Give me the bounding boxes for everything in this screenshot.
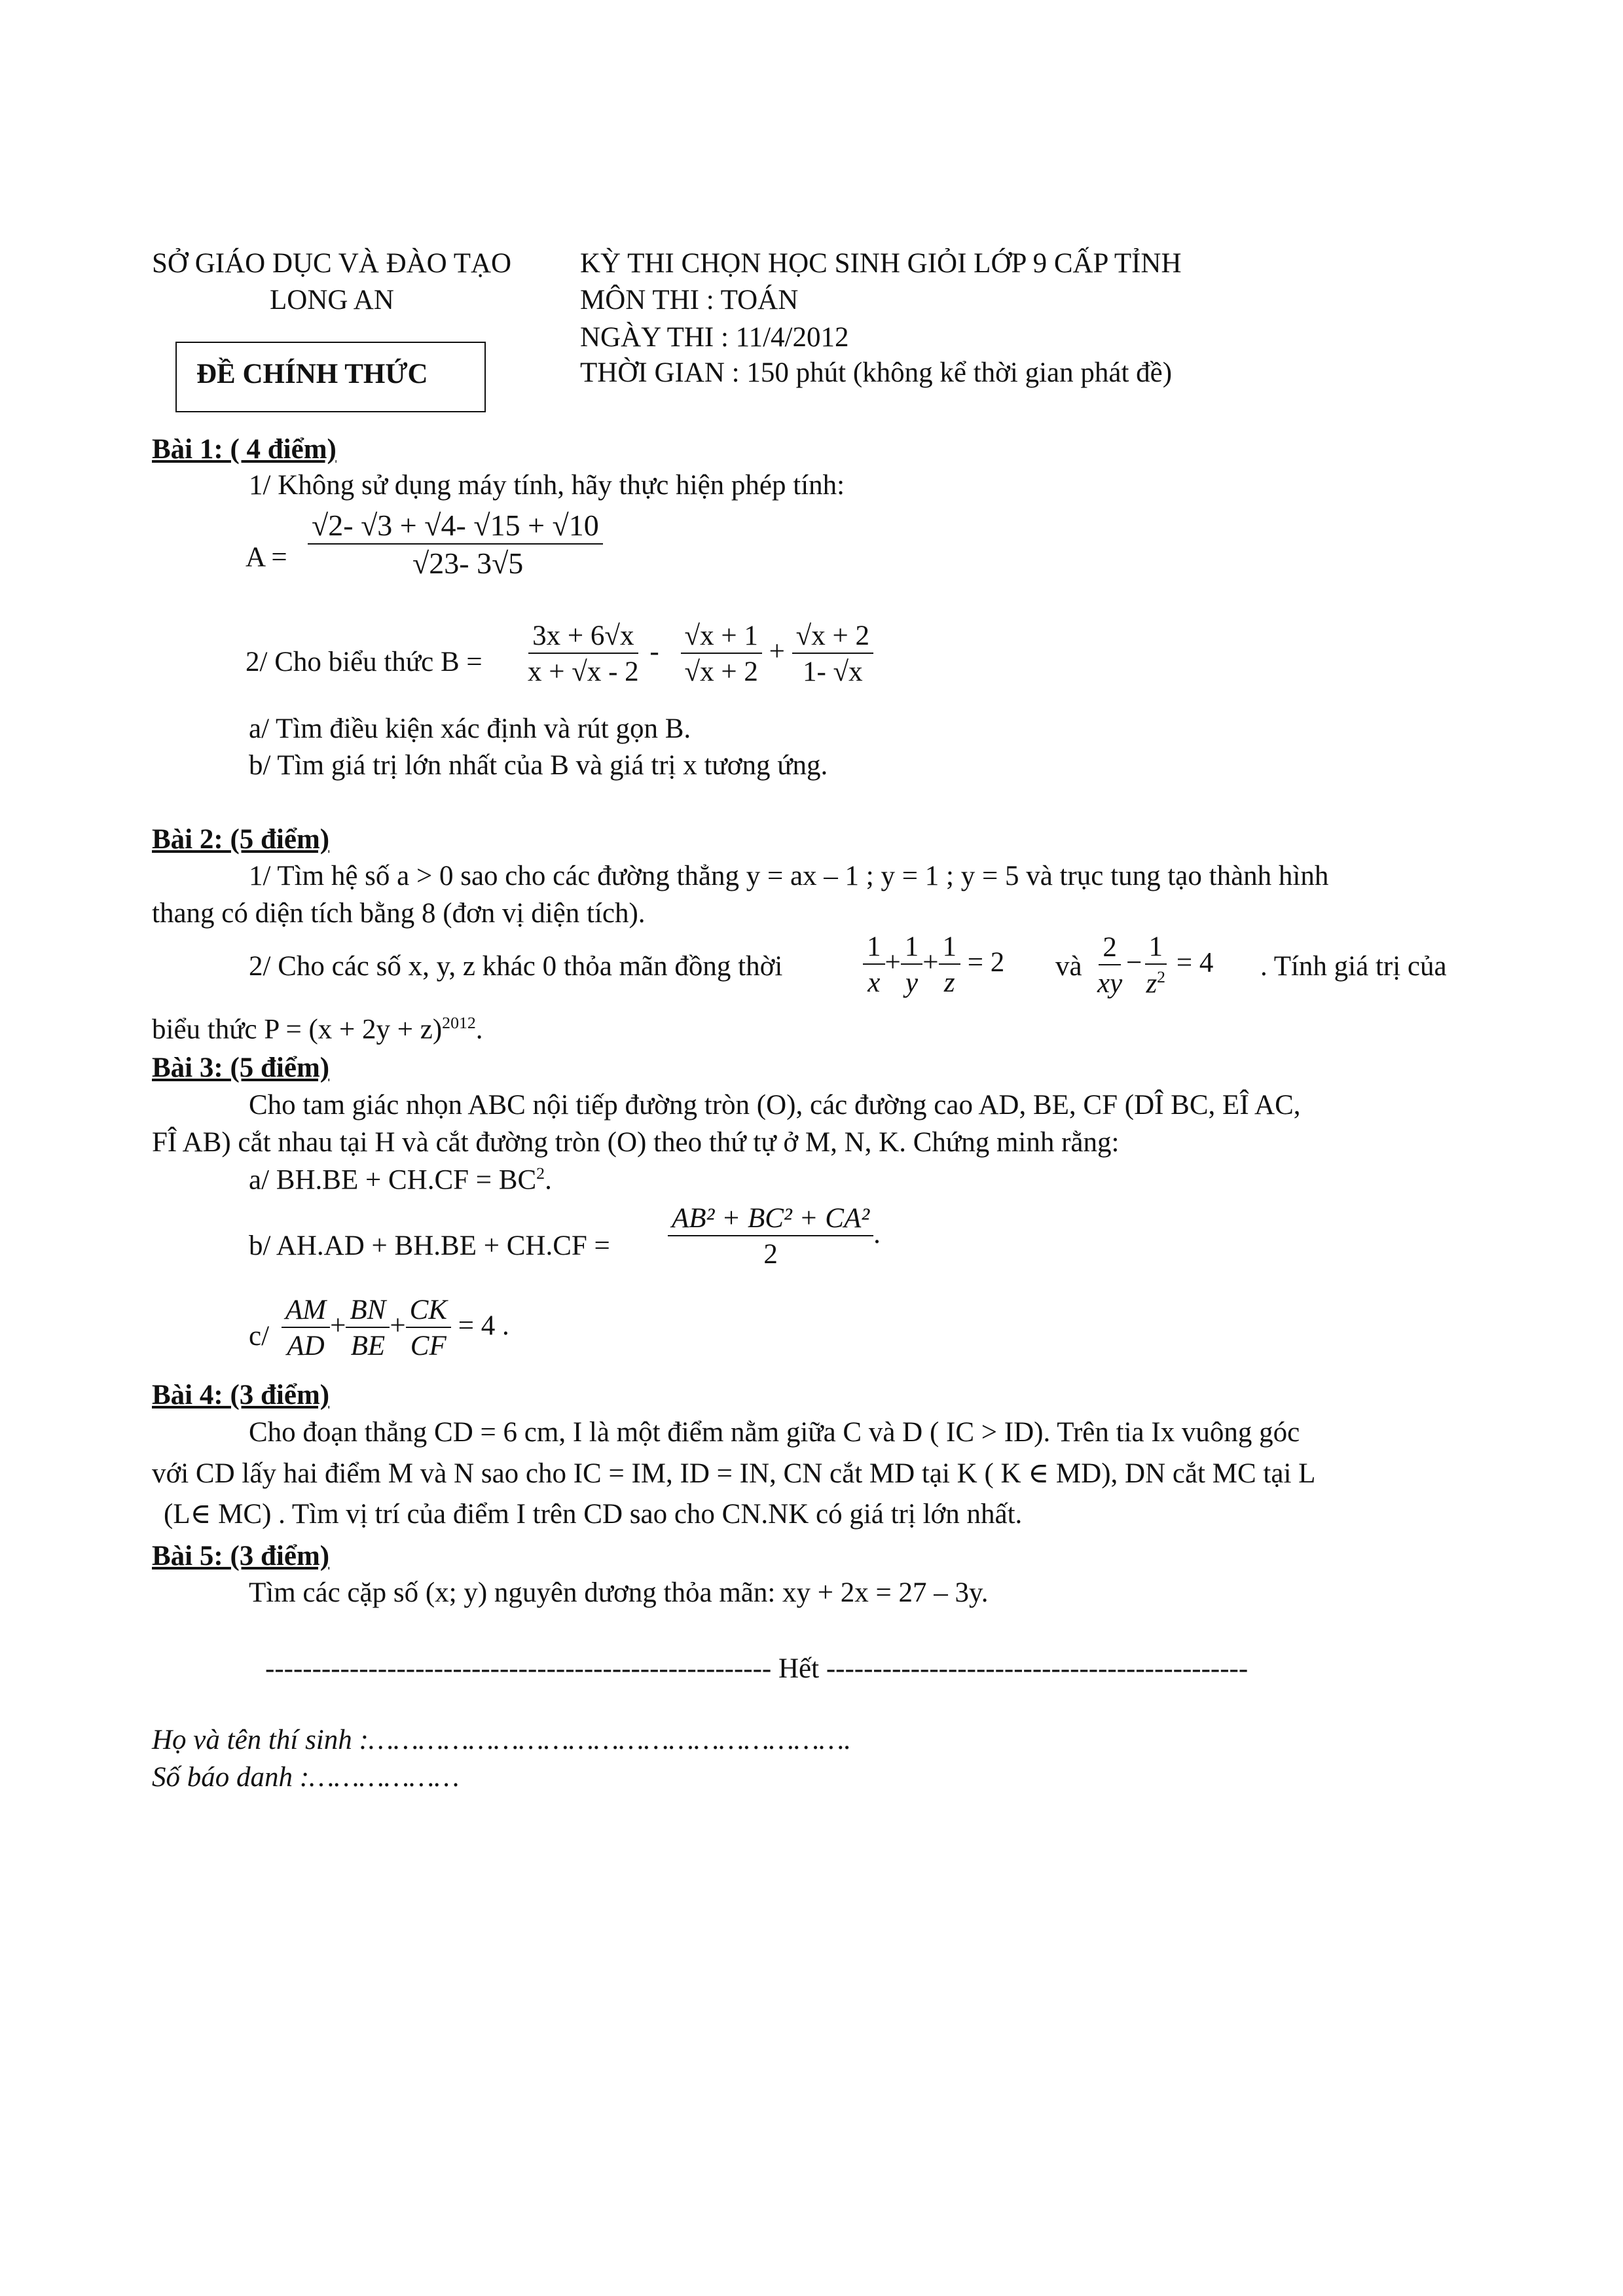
- org-name-line1: SỞ GIÁO DỤC VÀ ĐÀO TẠO: [152, 248, 512, 279]
- bai3-question-a: a/ $BH.BE + CH.CF = BC^2$.: [249, 1164, 552, 1196]
- official-stamp-label: ĐỀ CHÍNH THỨC: [196, 359, 428, 389]
- bai3-line2: FÎ AB) cắt nhau tại H và cắt đường tròn (O) theo thứ tự ở M, N, K. Chứng minh rằng:: [152, 1127, 1120, 1158]
- expr-b-f1-den: x + √x - 2: [528, 656, 639, 687]
- bai2-eq2: $\frac{2}{xy}$ − $\frac{1}{z^2}$ = 4: [1097, 931, 1214, 999]
- bai2-eq1: $\frac{1}{x}$ + $\frac{1}{y}$ + $\frac{1}{z}$ = 2: [863, 933, 1004, 997]
- expr-b: [524, 622, 873, 686]
- bai2-part2-intro: 2/ Cho các số x, y, z khác 0 thỏa mãn đồng thời: [249, 951, 783, 982]
- bai1-question-a: a/ Tìm điều kiện xác định và rút gọn B.: [249, 713, 691, 744]
- expr-b-f2-den: √x + 2: [684, 656, 758, 687]
- bai5-line1: Tìm các cặp số (x; y) nguyên dương thỏa mãn: xy + 2x = 27 – 3y.: [249, 1577, 989, 1608]
- bai2-eq1-result: = 2: [967, 946, 1005, 978]
- end-marker: ------------------------------------------------------ Hết ---------------------------------------------: [265, 1653, 1249, 1684]
- bai3-qb-denominator: 2: [763, 1239, 778, 1270]
- expr-b-intro: 2/ Cho biểu thức B =: [246, 647, 483, 677]
- bai4-line2: với CD lấy hai điểm M và N sao cho IC = IM, ID = IN, CN cắt MD tại K ( K ∈ MD), DN cắt MC tại L: [152, 1458, 1316, 1489]
- bai2-and: và: [1055, 951, 1082, 982]
- bai5-heading: Bài 5: (3 điểm): [152, 1541, 330, 1571]
- bai3-question-b-fraction: $\frac{\text{AB² + BC² + CA²}}{2}$ .: [668, 1204, 881, 1268]
- candidate-name-line: Họ và tên thí sinh :………………………………………………….: [152, 1725, 852, 1755]
- bai4-line1: Cho đoạn thẳng CD = 6 cm, I là một điểm nằm giữa C và D ( IC > ID). Trên tia Ix vuông góc: [249, 1417, 1300, 1448]
- bai1-part1-text: 1/ Không sử dụng máy tính, hãy thực hiện phép tính:: [249, 470, 845, 501]
- expr-a-denominator: √23- 3√5: [412, 547, 524, 580]
- expr-a-label: A =: [246, 542, 287, 573]
- bai3-question-b: b/ AH.AD + BH.BE + CH.CF =: [249, 1230, 610, 1261]
- bai3-heading: Bài 3: (5 điểm): [152, 1052, 330, 1083]
- bai4-line3: (L∈ MC) . Tìm vị trí của điểm I trên CD sao cho CN.NK có giá trị lớn nhất.: [164, 1499, 1023, 1530]
- bai2-part2-end: . Tính giá trị của: [1260, 951, 1447, 982]
- bai2-part1-line2: thang có diện tích bằng 8 (đơn vị diện tích).: [152, 898, 646, 929]
- org-name-line2: LONG AN: [270, 285, 394, 315]
- candidate-id-line: Số báo danh :………………: [152, 1762, 460, 1793]
- expr-a-fraction: [308, 511, 603, 579]
- bai3-qb-numerator: AB² + BC² + CA²: [668, 1204, 873, 1236]
- bai2-eq2-result: = 4: [1176, 947, 1214, 978]
- expr-a-numerator: √2- √3 + √4- √15 + √10: [308, 511, 603, 545]
- bai3-question-c-label: c/: [249, 1321, 270, 1352]
- expr-b-f3-den: 1- √x: [802, 656, 863, 687]
- exam-date: NGÀY THI : 11/4/2012: [580, 322, 849, 353]
- bai2-part1-line1: 1/ Tìm hệ số a > 0 sao cho các đường thẳng y = ax – 1 ; y = 1 ; y = 5 và trục tung tạo thành hình: [249, 861, 1329, 891]
- bai3-line1: Cho tam giác nhọn ABC nội tiếp đường tròn (O), các đường cao AD, BE, CF (DÎ BC, EÎ AC,: [249, 1090, 1301, 1121]
- exam-title: KỲ THI CHỌN HỌC SINH GIỎI LỚP 9 CẤP TỈNH: [580, 248, 1182, 279]
- exam-duration: THỜI GIAN : 150 phút (không kể thời gian phát đề): [580, 357, 1173, 388]
- expr-b-op2: +: [769, 636, 785, 667]
- expr-b-f2-num: √x + 1: [681, 622, 762, 654]
- bai4-heading: Bài 4: (3 điểm): [152, 1380, 330, 1410]
- expr-b-op1: -: [649, 636, 659, 667]
- bai2-expr-p: biểu thức $P = (x + 2y + z)^{2012}$.: [152, 1013, 483, 1045]
- exam-subject: MÔN THI : TOÁN: [580, 285, 799, 315]
- bai3-question-c-expr: $\frac{AM}{AD}$ + $\frac{BN}{BE}$ + $\frac{CK}{CF}$ = 4 .: [282, 1296, 509, 1360]
- bai2-heading: Bài 2: (5 điểm): [152, 824, 330, 855]
- bai1-heading: Bài 1: ( 4 điểm): [152, 434, 337, 465]
- expr-b-f3-num: √x + 2: [792, 622, 873, 654]
- bai1-question-b: b/ Tìm giá trị lớn nhất của B và giá trị x tương ứng.: [249, 750, 828, 781]
- expr-b-f1-num: 3x + 6√x: [528, 622, 638, 654]
